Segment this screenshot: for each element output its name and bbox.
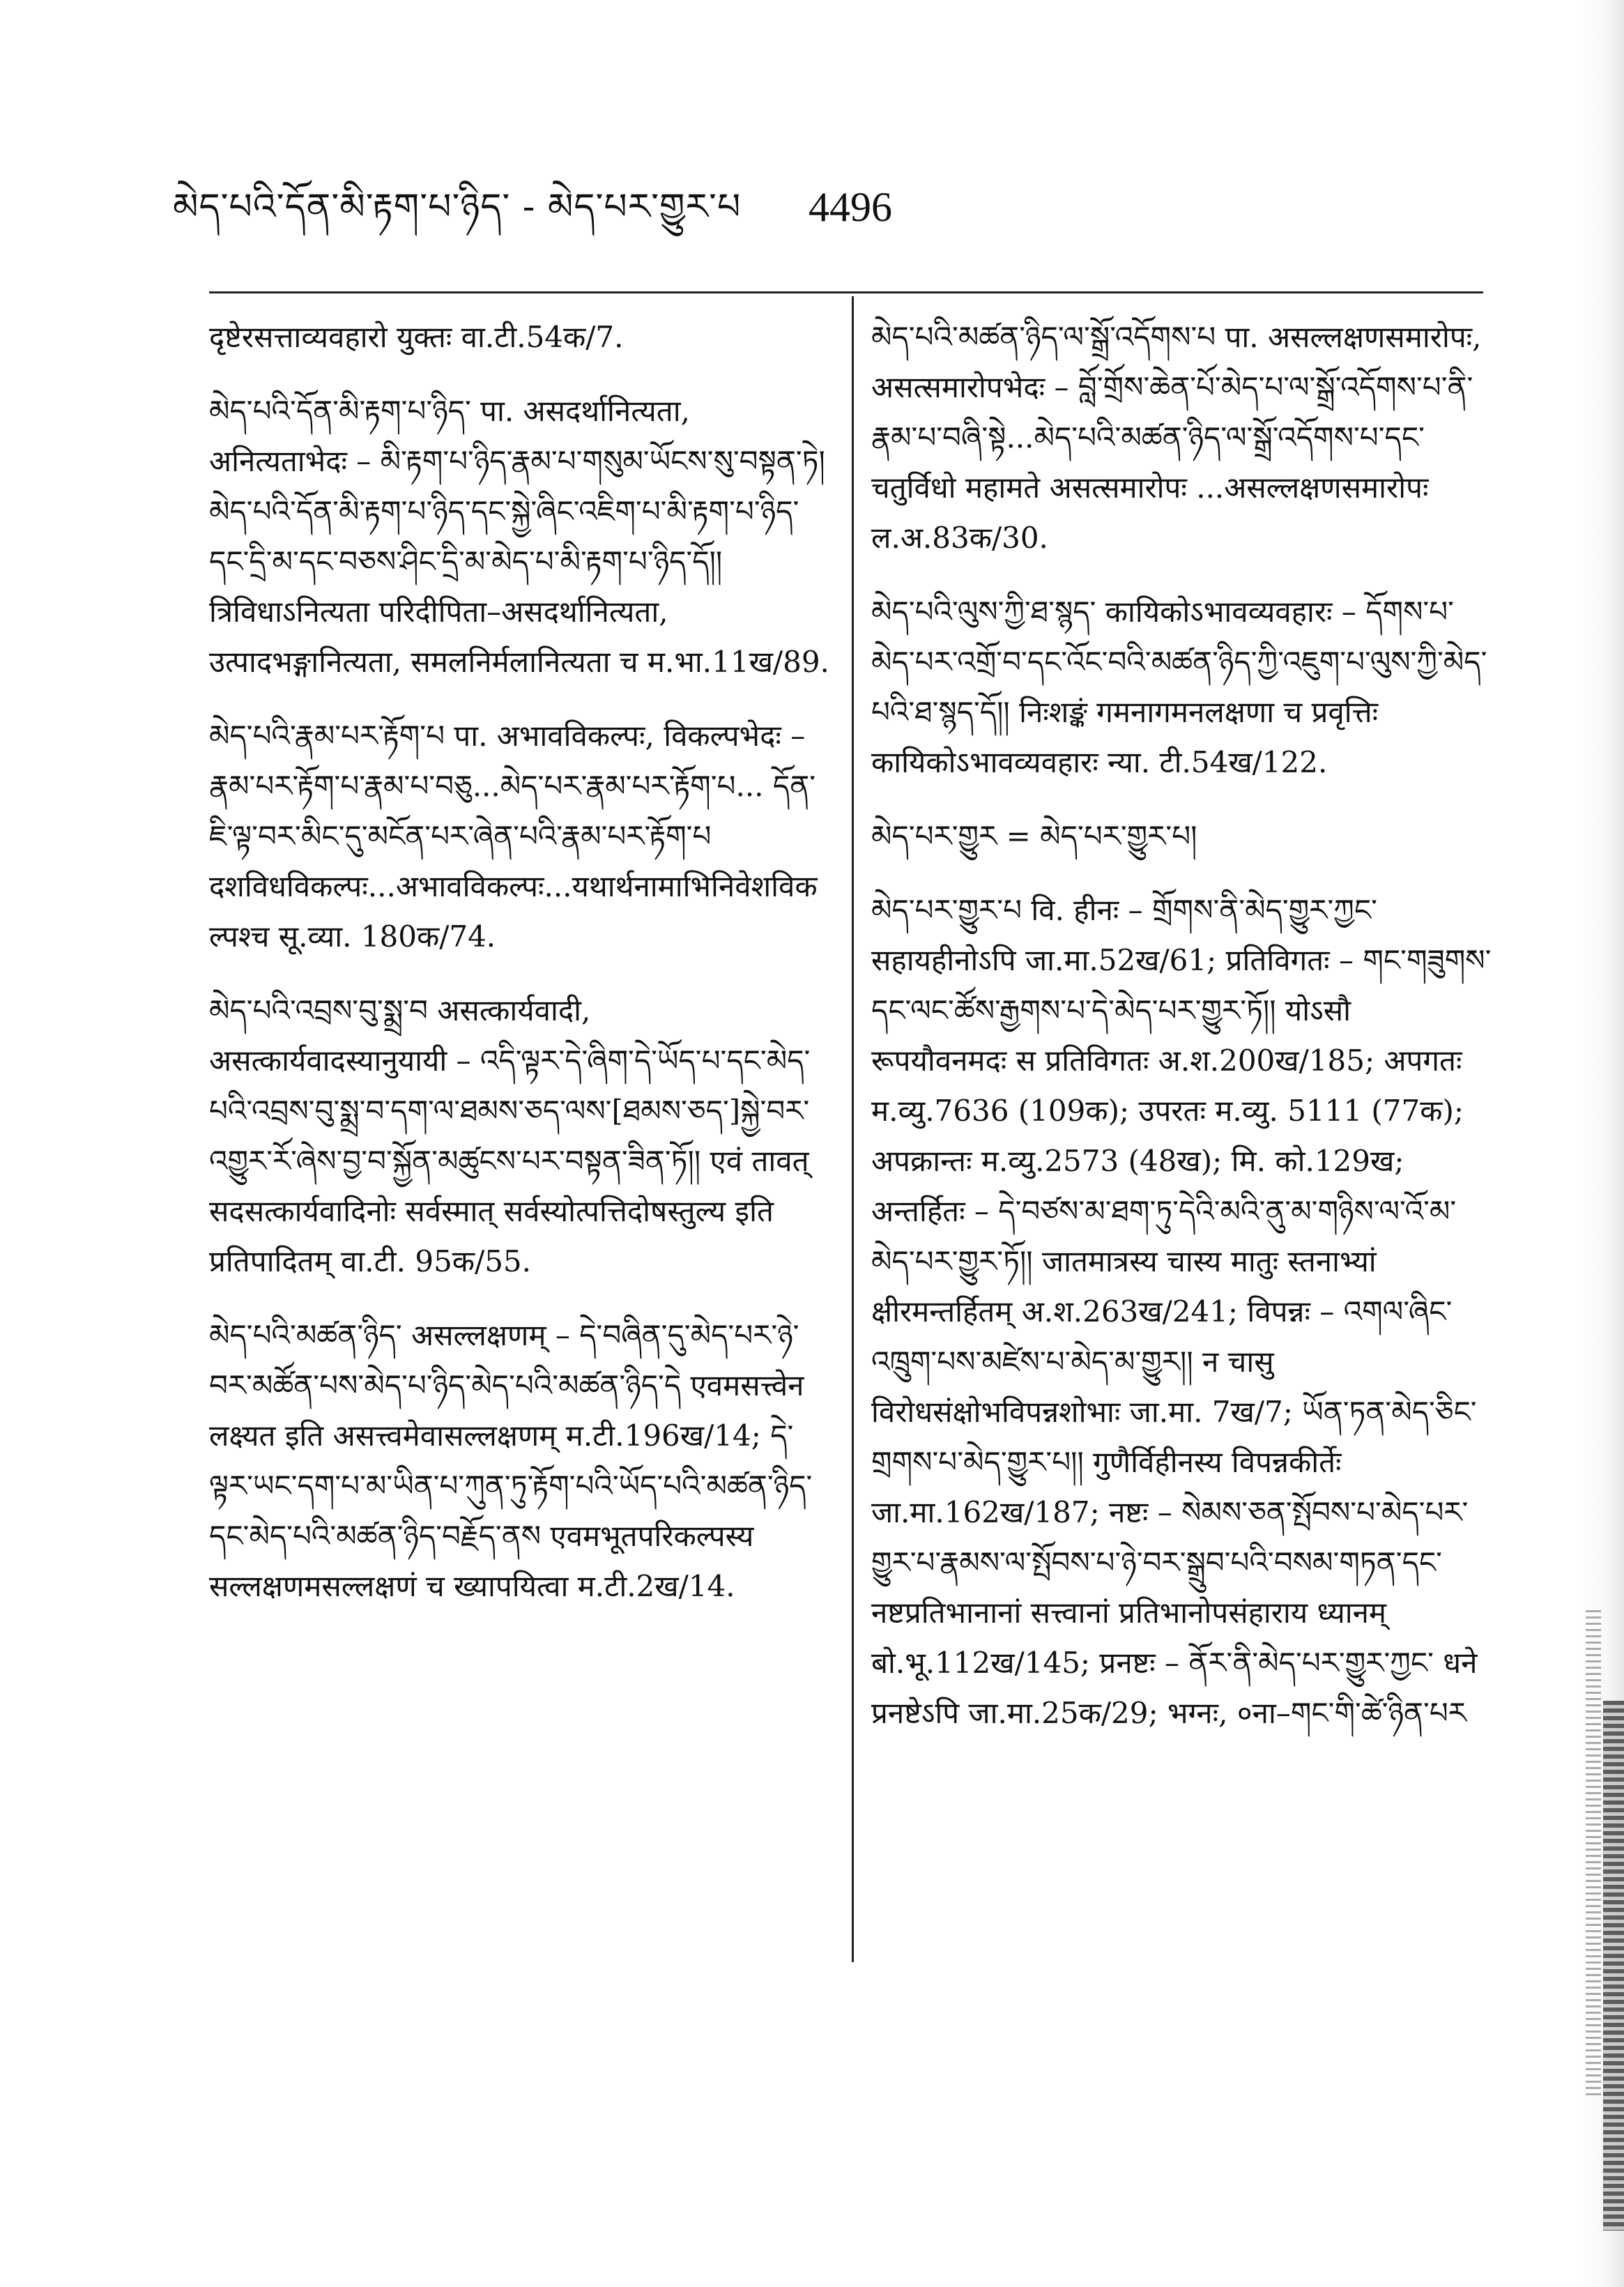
dictionary-entry: མེད་པའི་མཚན་ཉིད་ असल्लक्षणम् – དེ་བཞིན་དུ་མེད་པར་ཉེ་བར་མཚོན་པས་མེད་པ་ཉིད་མེད་པའི་མཚན་ཉིད་དེ एवमसत्त्वेन लक्ष्यत इति असत्त्वमेवासल्लक्षणम् म.टी.196ख/14; དེ་ལྟར་ཡང་དག་པ་མ་ཡིན་པ་ཀུན་ཏུ་རྟོག་པའི་ཡོད་པའི་མཚན་ཉིད་དང་མེད་པའི་མཚན་ཉིད་བརྗོད་ནས एवमभूतपरिकल्पस्य सल्लक्षणमसल्लक्षणं च ख्यापयित्वा म.टी.2ख/14. <box>209 1318 813 1603</box>
dictionary-entry: མེད་པའི་མཚན་ཉིད་ལ་སྒྲོ་འདོགས་པ पा. असल्लक्षणसमारोपः, असत्समारोपभेदः – བློ་གྲོས་ཆེན་པོ་མེད་པ་ལ་སྒྲོ་འདོགས་པ་ནི་རྣམ་པ་བཞི་སྟེ...མེད་པའི་མཚན་ཉིད་ལ་སྒྲོ་འདོགས་པ་དང་ चतुर्विधो महामते असत्समारोपः ...असल्लक्षणसमारोपः ल.अ.83क/30. <box>871 320 1482 555</box>
column-divider <box>852 296 854 1962</box>
dictionary-entry: མེད་པའི་ལུས་ཀྱི་ཐ་སྙད་ कायिकोऽभावव्यवहारः – དོགས་པ་མེད་པར་འགྲོ་བ་དང་འོང་བའི་མཚན་ཉིད་ཀྱི་འཇུག་པ་ལུས་ཀྱི་མེད་པའི་ཐ་སྙད་དོ།། निःशङ्कं गमनागमनलक्षणा च प्रवृत्तिः कायिकोऽभावव्यवहारः न्या. टी.54ख/122. <box>871 595 1487 779</box>
dictionary-entry: མེད་པའི་དོན་མི་རྟག་པ་ཉིད་ पा. असदर्थानित्यता, अनित्यताभेदः – མི་རྟག་པ་ཉིད་རྣམ་པ་གསུམ་ཡོངས་སུ་བསྟན་ཏེ། མེད་པའི་དོན་མི་རྟག་པ་ཉིད་དང་སྐྱེ་ཞིང་འཇིག་པ་མི་རྟག་པ་ཉིད་དང་དྲི་མ་དང་བཅས་ཤིང་དྲི་མ་མེད་པ་མི་རྟག་པ་ཉིད་དོ།། त्रिविधाऽनित्यता परिदीपिता–असदर्थानित्यता, उत्पादभङ्गानित्यता, समलनिर्मलानित्यता च म.भा.11ख/89. <box>209 394 829 679</box>
page-number: 4496 <box>809 184 892 230</box>
right-column <box>871 312 1492 2236</box>
running-title: མེད་པའི་དོན་མི་རྟག་པ་ཉིད་ - མེད་པར་གྱུར་པ <box>173 186 742 228</box>
header-rule <box>209 291 1483 293</box>
dictionary-entry: མེད་པའི་རྣམ་པར་རྟོག་པ पा. अभावविकल्पः, विकल्पभेदः – རྣམ་པར་རྟོག་པ་རྣམ་པ་བཅུ...མེད་པར་རྣམ་པར་རྟོག་པ... དོན་ཇི་ལྟ་བར་མིང་དུ་མངོན་པར་ཞེན་པའི་རྣམ་པར་རྟོག་པ दशविधविकल्पः...अभावविकल्पः...यथार्थनामाभिनिवेशविकल्पश्च सू.व्या. 180क/74. <box>209 719 818 954</box>
dictionary-entry: མེད་པར་གྱུར་པ वि. हीनः – གྲོགས་ནི་མེད་གྱུར་ཀྱང་ सहायहीनोऽपि जा.मा.52ख/61; प्रतिविगतः – གང་གཟུགས་དང་ལང་ཚོས་རྒྱགས་པ་དེ་མེད་པར་གྱུར་ཏོ།། योऽसौ रूपयौवनमदः स प्रतिविगतः अ.श.200ख/185; अपगतः म.व्यु.7636 (109क); उपरतः म.व्यु. 5111 (77क); अपक्रान्तः म.व्यु.2573 (48ख); मि. को.129ख; अन्तर्हितः – དེ་བཙས་མ་ཐག་ཏུ་དེའི་མའི་ནུ་མ་གཉིས་ལ་འོ་མ་མེད་པར་གྱུར་ཏོ།། जातमात्रस्य चास्य मातुः स्तनाभ्यां क्षीरमन्तर्हितम् अ.श.263ख/241; विपन्नः – འགལ་ཞིང་འཁྲུག་པས་མཛེས་པ་མེད་མ་གྱུར།། न चासु विरोधसंक्षोभविपन्नशोभाः जा.मा. 7ख/7; ཡོན་ཏན་མེད་ཅིང་གྲགས་པ་མེད་གྱུར་པ།། गुणैर्विहीनस्य विपन्नकीर्तेः जा.मा.162ख/187; नष्टः – སེམས་ཅན་སྤོབས་པ་མེད་པར་གྱུར་པ་རྣམས་ལ་སྤོབས་པ་ཉེ་བར་སྒྲུབ་པའི་བསམ་གཏན་དང་ नष्टप्रतिभानानां सत्त्वानां प्रतिभानोपसंहाराय ध्यानम् बो.भू.112ख/145; प्रनष्टः – ནོར་ནི་མེད་པར་གྱུར་ཀྱང་ धने प्रनष्टेऽपि जा.मा.25क/29; भग्नः, ०ना–གང་གི་ཚེ་ཉིན་པར <box>871 893 1492 1730</box>
left-column <box>209 312 829 2236</box>
dictionary-entry: མེད་པའི་འབྲས་བུ་སྨྲ་བ असत्कार्यवादी, असत्कार्यवादस्यानुयायी – འདི་ལྟར་དེ་ཞིག་དེ་ཡོད་པ་དང་མེད་པའི་འབྲས་བུ་སྨྲ་བ་དག་ལ་ཐམས་ཅད་ལས་[ཐམས་ཅད་]སྐྱེ་བར་འགྱུར་རོ་ཞེས་བྱ་བ་སྐྱོན་མཚུངས་པར་བསྟན་ཟིན་ཏོ།། एवं तावत् सदसत्कार्यवादिनोः सर्वस्मात् सर्वस्योत्पत्तिदोषस्तुल्य इति प्रतिपादितम् वा.टी. 95क/55. <box>209 993 811 1278</box>
dictionary-entry: दृष्टेरसत्ताव्यवहारो युक्तः वा.टी.54क/7. <box>209 320 624 354</box>
scan-edge-binding-mark <box>1603 1701 1624 2231</box>
scan-edge-noise <box>1586 1610 1601 2098</box>
cross-reference-entry: མེད་པར་གྱུར = མེད་པར་གྱུར་པ། <box>871 819 1197 853</box>
